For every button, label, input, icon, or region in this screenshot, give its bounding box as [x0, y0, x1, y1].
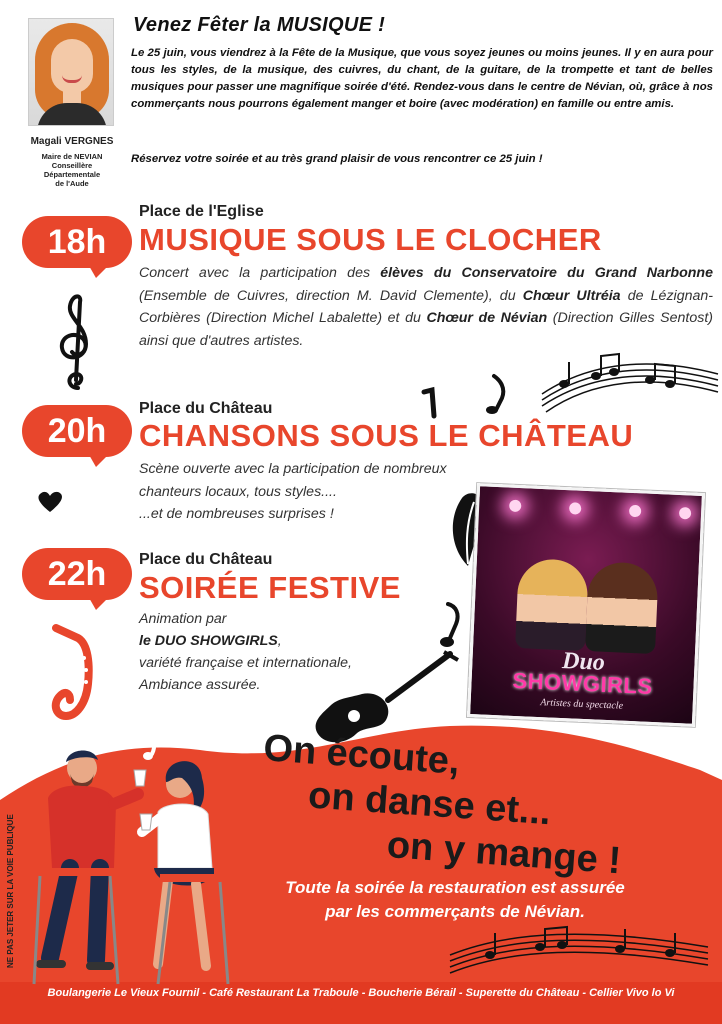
intro-title: Venez Fêter la MUSIQUE ! [133, 14, 386, 36]
duo-showgirls-poster [467, 483, 705, 727]
mayor-title: Maire de NEVIAN Conseillère Départementale de l'Aude [41, 152, 103, 188]
intro-body: Le 25 juin, vous viendrez à la Fête de la Musique, que vous soyez jeunes ou moins jeunes. Il y en aura pour tous les styles, de la musique, des cuivres, du chant, de la guitare, de la trompette et tant de belles musiques pour passer une magnifique soirée d'été. Rendez-vous dans le centre de Névian, où, grâce à nos commerçants nous pourrons également manger et boire (avec modération) en famille ou entre amis. [131, 47, 713, 110]
side-note: NE PAS JETER SUR LA VOIE PUBLIQUE [6, 814, 15, 968]
poster-showgirls-text: SHOWGIRLS [512, 667, 654, 699]
poster-duo-text: Duo [561, 648, 606, 676]
mayor-name: Magali VERGNES [30, 136, 114, 147]
poster-subtitle: Artistes du spectacle [540, 697, 624, 712]
event-place: Place de l'Eglise [139, 203, 264, 220]
treble-clef-icon [56, 292, 96, 392]
music-note-icon [438, 600, 462, 650]
event-description: Concert avec la participation des élèves du Conservatoire du Grand Narbonne (Ensemble de Cuivres, direction M. David Clemente), du Chœur Ultréia de Lézignan-Corbières (Direction Michel Labalette) et du Chœur de Névian (Direction Gilles Sentost) ainsi que d'autres artistes. [139, 265, 713, 349]
sponsors-footer: Boulangerie Le Vieux Fournil - Café Restaurant La Traboule - Boucherie Bérail - Superette du Château - Cellier Vivo lo Vi [47, 987, 675, 999]
mayor-portrait [28, 18, 114, 126]
event-description: Animation par le DUO SHOWGIRLS, variété française et internationale, Ambiance assurée. [139, 611, 352, 693]
time-bubble-22h: 22h [22, 548, 132, 600]
event-description: Scène ouverte avec la participation de nombreux chanteurs locaux, tous styles.... ...et de nombreuses surprises ! [139, 461, 447, 522]
couple-illustration [30, 728, 240, 988]
time-bubble-20h: 20h [22, 405, 132, 457]
music-staff-bottom-icon [450, 925, 710, 985]
slogan: On écoute, on danse et... on y mange ! [262, 727, 623, 883]
time-bubble-18h: 18h [22, 216, 132, 268]
intro-cta: Réservez votre soirée et au très grand plaisir de vous rencontrer ce 25 juin ! [131, 153, 543, 165]
music-staff-icon [540, 354, 720, 414]
event-place: Place du Château [139, 551, 273, 568]
event-headline: CHANSONS SOUS LE CHÂTEAU [139, 418, 634, 453]
heart-icon [36, 490, 64, 514]
restauration-text: Toute la soirée la restauration est assurée par les commerçants de Névian. [285, 878, 625, 921]
saxophone-icon [48, 624, 108, 724]
event-headline: MUSIQUE SOUS LE CLOCHER [139, 222, 602, 257]
event-headline: SOIRÉE FESTIVE [139, 570, 401, 605]
event-place: Place du Château [139, 400, 273, 417]
